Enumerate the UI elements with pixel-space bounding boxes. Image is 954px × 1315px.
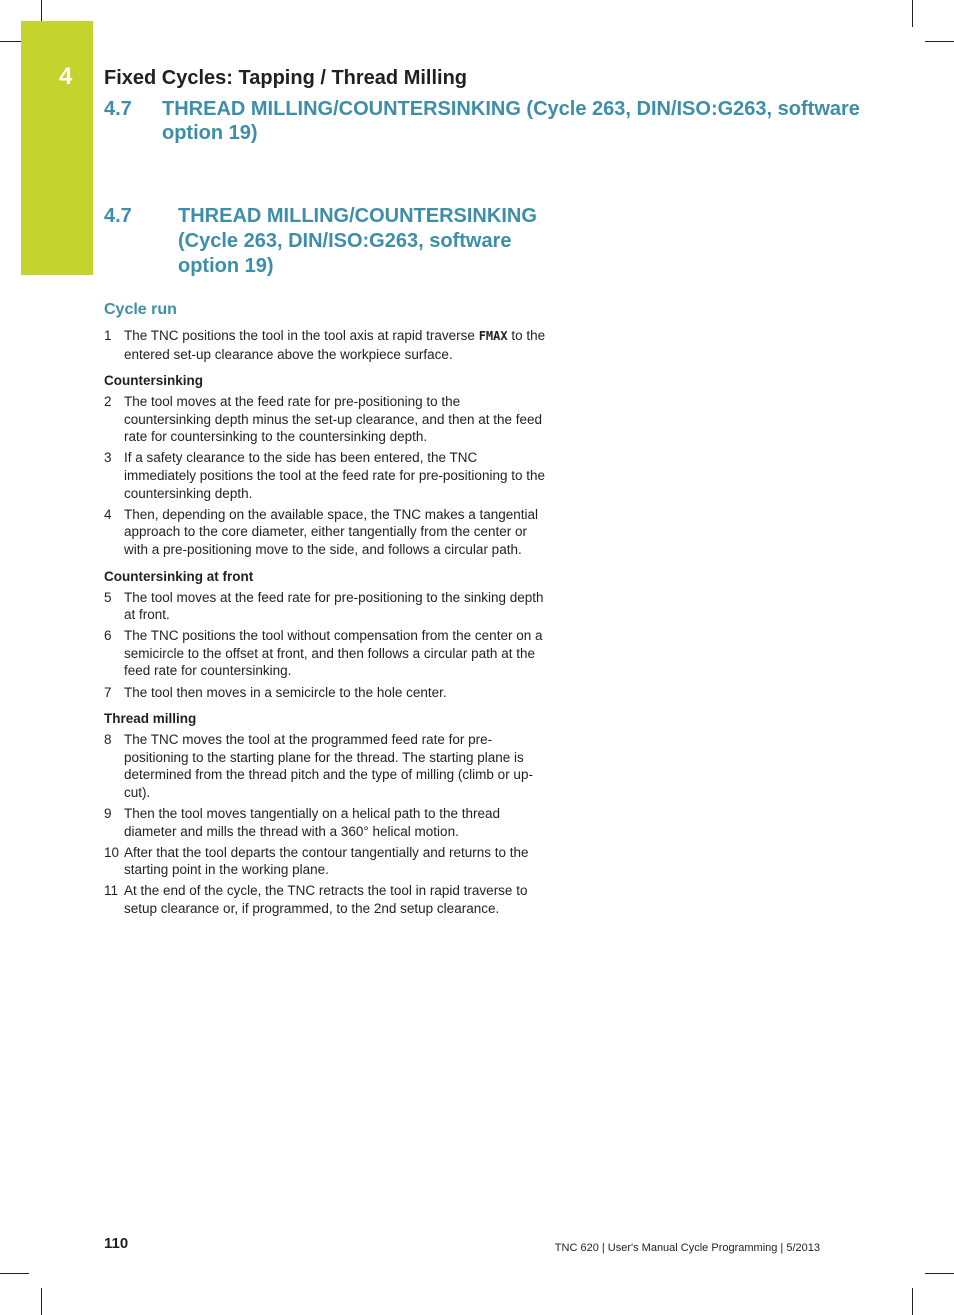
step-text: The tool then moves in a semicircle to the hole center. [124, 684, 447, 700]
step-text: The TNC positions the tool in the tool axis at rapid traverse [124, 328, 479, 343]
step-text: The TNC positions the tool without compensation from the center on a semicircle to the offset at front, and then follows a circular path at the feed rate for countersinking. [124, 628, 543, 679]
subheading-countersinking-at-front: Countersinking at front [104, 568, 254, 584]
crop-mark [912, 0, 913, 27]
step-number: 6 [104, 628, 112, 644]
step-number: 9 [104, 805, 112, 821]
step-number: 11 [104, 883, 119, 899]
step-number: 3 [104, 450, 112, 466]
list-item [104, 506, 546, 559]
crop-mark [912, 1288, 913, 1315]
list-item [104, 731, 546, 801]
step-text: The tool moves at the feed rate for pre-positioning to the sinking depth at front. [124, 589, 544, 623]
page-number: 110 [104, 1235, 129, 1252]
crop-mark [925, 1273, 954, 1274]
main-content [104, 300, 546, 921]
list-item [104, 684, 546, 702]
step-number: 1 [104, 328, 112, 343]
list-item [104, 393, 546, 446]
step-number: 8 [104, 732, 112, 748]
footer-text: TNC 620 | User's Manual Cycle Programming | 5/2013 [554, 1242, 820, 1254]
step-text: If a safety clearance to the side has been entered, the TNC immediately positions the tool at the feed rate for pre-positioning to the countersinking depth. [124, 450, 545, 501]
list-item [104, 589, 546, 624]
cycle-run-heading: Cycle run [104, 301, 177, 318]
crop-mark [0, 1273, 29, 1274]
step-text: The TNC moves the tool at the programmed feed rate for pre-positioning to the starting plane for the thread. The starting plane is determined from the thread pitch and the type of milling (climb or up-cut). [124, 732, 533, 800]
step-number: 7 [104, 684, 112, 700]
subheading-countersinking: Countersinking [104, 373, 204, 389]
step-text: Then, depending on the available space, the TNC makes a tangential approach to the core diameter, either tangentially from the center or with a pre-positioning move to the side, and follows a circular path. [124, 506, 539, 557]
step-text: The tool moves at the feed rate for pre-positioning to the countersinking depth minus the set-up clearance, and then at the feed rate for countersinking to the countersinking depth. [124, 394, 543, 445]
chapter-title: Fixed Cycles: Tapping / Thread Milling [104, 67, 468, 89]
subheading-thread-milling: Thread milling [104, 711, 197, 727]
chapter-number: 4 [59, 63, 73, 90]
step-text: Then the tool moves tangentially on a helical path to the thread diameter and mills the thread with a 360° helical motion. [124, 805, 500, 839]
step-text: At the end of the cycle, the TNC retracts the tool in rapid traverse to setup clearance or, if programmed, to the 2nd setup clearance. [124, 883, 528, 916]
list-item [104, 627, 546, 680]
list-item [104, 844, 546, 879]
step-number: 2 [104, 394, 112, 410]
section-title: THREAD MILLING/COUNTERSINKING (Cycle 263, DIN/ISO:G263, software option 19) [178, 205, 537, 277]
section-number: 4.7 [104, 205, 132, 227]
step-number: 5 [104, 589, 112, 605]
list-item [104, 327, 546, 363]
running-header-section-title: THREAD MILLING/COUNTERSINKING (Cycle 263, DIN/ISO:G263, software option 19) [162, 98, 860, 144]
step-text: After that the tool departs the contour tangentially and returns to the starting point in the working plane. [124, 844, 529, 878]
running-header-section-number: 4.7 [104, 98, 132, 120]
step-number: 4 [104, 506, 112, 522]
step-number: 10 [104, 844, 120, 860]
crop-mark [925, 41, 954, 42]
step-text: to the entered set-up clearance above the workpiece surface. [124, 328, 546, 362]
list-item [104, 449, 546, 502]
list-item [104, 882, 546, 917]
fmax-command: FMAX [478, 329, 508, 343]
list-item [104, 805, 546, 840]
crop-mark [41, 1288, 42, 1315]
chapter-tab [21, 21, 93, 275]
